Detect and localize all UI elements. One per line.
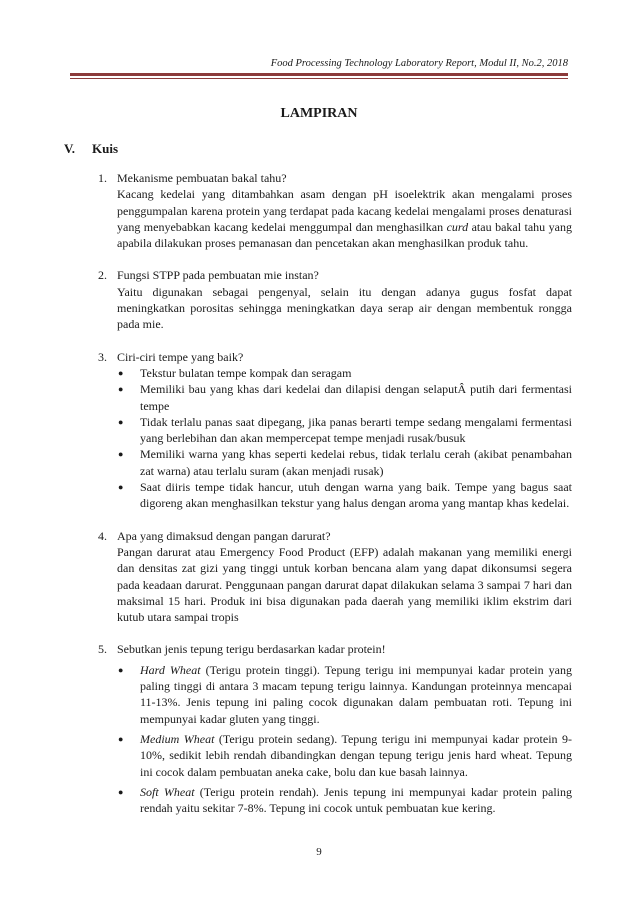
header-rule-thick [70,73,568,76]
list-item-text: Tidak terlalu panas saat dipegang, jika panas berarti tempe sedang mengalami fermentasi yang berlebihan dan akan mempercepat tempe menjadi rusak/busuk [140,414,572,446]
list-item-text: Memiliki bau yang khas dari kedelai dan dilapisi dengan selaputÂ putih dari fermentasi tempe [140,382,572,413]
list-item [117,731,572,780]
bullet-icon: ● [118,786,124,797]
list-item-text: Memiliki warna yang khas seperti kedelai rebus, tidak terlalu cerah (akibat penambahan zat warna) atau terlalu suram (akan menjadi rusak) [140,447,572,478]
quiz-item [98,641,572,816]
page-number: 9 [316,846,322,858]
list-item-text [140,662,572,727]
wheat-type-term: Medium Wheat [140,731,215,746]
question-number: 4. [98,528,107,543]
bullet-icon: ● [118,384,124,395]
quiz-item [98,170,572,251]
bullet-icon: ● [118,733,124,744]
answer-text [117,186,572,251]
question-number: 2. [98,268,107,283]
answer-part: atau bakal tahu yang apabila dilakukan proses pemanasan dan pencetakan akan menghasilkan produk tahu. [117,219,572,251]
question-number: 1. [98,171,107,185]
bullet-icon: ● [118,449,124,460]
list-item [117,479,572,512]
quiz-item [98,267,572,332]
question-text: Fungsi STPP pada pembuatan mie instan? [117,268,319,283]
answer-text: Yaitu digunakan sebagai pengenyal, selain itu dengan adanya gugus fosfat dapat meningkatkan porositas sehingga meningkatkan daya serap air dengan membentuk rongga pada mie. [117,284,572,332]
answer-term-italic: curd [446,219,469,234]
bullet-list [117,662,572,817]
wheat-type-description: (Terigu protein sedang). Tepung terigu ini mempunyai kadar protein 9-10%, sedikit lebih rendah dibandingkan dengan tepung terigu jenis hard wheat. Tepung ini cocok dalam pembuatan aneka cake, bolu dan kue basah lainnya. [140,731,572,779]
running-header: Food Processing Technology Laboratory Report, Modul II, No.2, 2018 [270,58,568,69]
bullet-icon: ● [118,482,124,493]
section-number: V. [64,141,75,156]
wheat-type-term: Hard Wheat [140,662,201,677]
section-label: Kuis [92,141,119,156]
answer-part: Kacang kedelai yang ditambahkan asam dengan pH isoelektrik akan mengalami proses penggumpalan karena protein yang terdapat pada kacang kedelai mengalami proses denaturasi yang menyebabkan kacang kedelai menggumpal dan menghasilkan [117,187,572,234]
list-item-text: Saat diiris tempe tidak hancur, utuh dengan warna yang baik. Tempe yang bagus saat digoreng akan menghasilkan tekstur yang halus dengan aroma yang mantap khas kedelai. [140,480,572,511]
bullet-icon: ● [118,664,124,675]
header-rule-thin [70,78,568,79]
list-item-text [140,731,572,780]
question-text: Apa yang dimaksud dengan pangan darurat? [117,528,331,543]
wheat-type-term: Soft Wheat [140,784,195,799]
list-item [117,662,572,727]
question-text: Sebutkan jenis tepung terigu berdasarkan kadar protein! [117,642,386,657]
section-heading [64,141,118,157]
quiz-item [98,528,572,626]
question-text: Ciri-ciri tempe yang baik? [117,349,244,364]
list-item [117,784,572,817]
question-number: 3. [98,349,107,364]
list-item-text: Tekstur bulatan tempe kompak dan seragam [140,365,352,380]
question-number: 5. [98,642,107,657]
list-item [117,414,572,447]
list-item [117,381,572,414]
wheat-type-description: (Terigu protein tinggi). Tepung terigu ini mempunyai kadar protein yang paling tinggi di antara 3 macam tepung terigu lainnya. Kandungan proteinnya mencapai 11-13%. Jenis tepung ini paling cocok digunakan dalam pembuatan roti. Tepung ini mempunyai kadar gluten yang tinggi. [140,662,573,726]
page-title: LAMPIRAN [280,106,358,121]
wheat-type-description: (Terigu protein rendah). Jenis tepung ini mempunyai kadar protein paling rendah yaitu sekitar 7-8%. Tepung ini cocok untuk pembuatan kue kering. [140,784,572,816]
bullet-icon: ● [118,416,124,427]
answer-text: Pangan darurat atau Emergency Food Product (EFP) adalah makanan yang memiliki energi dan densitas zat gizi yang tinggi untuk korban bencana alam yang dapat dikonsumsi segera pada keadaan darurat. Penggunaan pangan darurat dapat dilakukan selama 3 sampai 7 hari dan maksimal 15 hari. Produk ini bisa digunakan pada daerah yang memiliki iklim ekstrim dari kutub utara sampai tropis [117,544,572,625]
list-item [117,365,572,381]
list-item-text [140,784,572,817]
list-item [117,446,572,479]
question-text: Mekanisme pembuatan bakal tahu? [117,171,287,185]
quiz-item [98,349,572,512]
bullet-icon: ● [118,367,124,378]
bullet-list [117,365,572,512]
quiz-content [98,170,572,832]
